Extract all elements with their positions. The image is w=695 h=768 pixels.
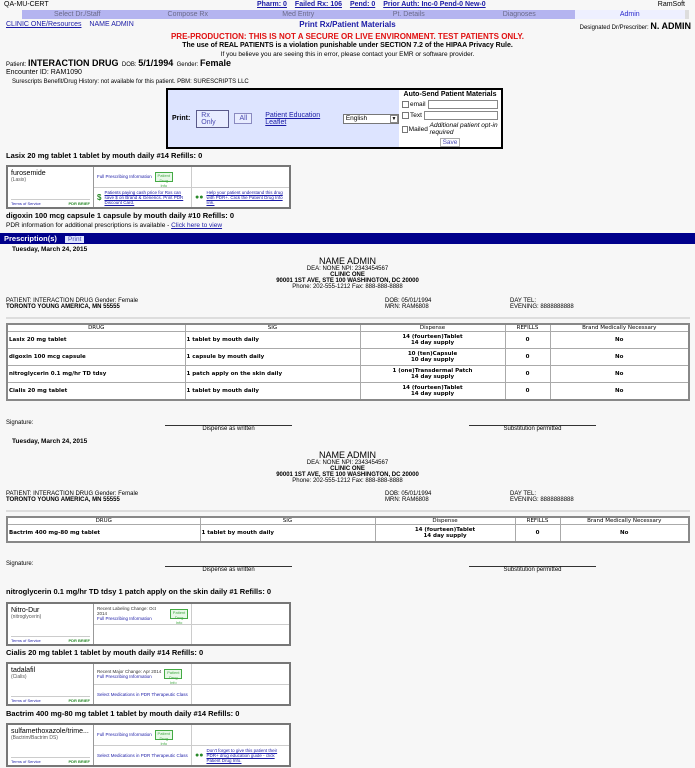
col-sig: SIG (200, 517, 375, 525)
rx-table (6, 516, 690, 543)
table-row (7, 366, 689, 383)
prescriber-address: 90001 1ST AVE, STE 100 WASHINGTON, DC 20000 (276, 472, 419, 478)
cell-refills: 0 (505, 383, 550, 400)
pdr-card (6, 602, 291, 646)
pdr-brand: (Lasix) (11, 177, 27, 183)
full-prescribing-link[interactable]: Full Prescribing Information (97, 174, 152, 180)
user-link[interactable]: NAME ADMIN (89, 21, 134, 28)
full-prescribing-link[interactable]: Full Prescribing Information (97, 673, 152, 679)
prescriber-phone-fax: Phone: 202-555-1212 Fax: 888-888-8888 (292, 478, 403, 484)
patient-dob: 5/1/1994 (138, 58, 174, 68)
language-value: English (345, 115, 368, 122)
prescriber-clinic: CLINIC ONE (330, 272, 365, 278)
pills-icon: ●● (195, 193, 204, 201)
col-dispense: Dispense (360, 324, 505, 332)
environment-label: QA-MU-CERT (4, 1, 49, 8)
terms-link[interactable]: Terms of Service (11, 201, 41, 206)
rx-patient-line1: PATIENT: INTERACTION DRUG Gender: Female (6, 298, 139, 304)
designated-label: Designated Dr/Prescriber: (579, 25, 649, 31)
col-refills: REFILLS (505, 324, 550, 332)
signature-label: Signature: (6, 420, 34, 426)
designated-prescriber (580, 21, 691, 31)
tab-diagnoses[interactable]: Diagnoses (502, 11, 536, 18)
therapeutic-class-link[interactable]: Select Medications in PDR Therapeutic Class (94, 685, 192, 705)
cell-drug: Bactrim 400 mg-80 mg tablet (7, 525, 200, 542)
pend-link[interactable]: Pend: 0 (349, 1, 376, 8)
text-checkbox[interactable] (402, 112, 409, 119)
rx-date: Tuesday, March 24, 2015 (12, 438, 88, 445)
labeling-change: Recent Labeling Change: Oct 2014 (97, 606, 157, 617)
language-select[interactable] (343, 114, 399, 124)
patient-education-leaflet-link[interactable]: Patient Education Leaflet (265, 111, 321, 126)
rx-headline: Cialis 20 mg tablet 1 tablet by mouth daily #14 Refills: 0 (6, 648, 204, 657)
pdr-note (6, 222, 222, 229)
rx-evening: EVENING: 8888888888 (510, 497, 574, 503)
signature-daw (165, 425, 292, 432)
col-brand: Brand Medically Necessary (550, 324, 689, 332)
cell-refills: 0 (505, 366, 550, 383)
pdr-brand: (Bactrim/Bactrim DS) (11, 735, 58, 741)
rx-date: Tuesday, March 24, 2015 (12, 246, 88, 253)
pdr-bottom1 (94, 625, 192, 645)
clinic-resources-link[interactable]: CLINIC ONE/Resources (6, 21, 82, 28)
pdr-brief-logo: PDR BRIEF (68, 638, 90, 643)
patient-drug-info-link[interactable]: Don't forget to give this patient their PDR+ drug education guide - click Patient Drug Info. (206, 747, 278, 763)
prescriber-name: NAME ADMIN (318, 450, 376, 460)
prescriber-name: NAME ADMIN (318, 256, 376, 266)
auto-send-panel (399, 90, 501, 147)
signature-label: Signature: (6, 561, 34, 567)
col-drug: DRUG (7, 324, 185, 332)
pdr-brand: (nitroglycerin) (11, 614, 42, 620)
cell-drug: Cialis 20 mg tablet (7, 383, 185, 400)
patient-drug-info-link[interactable]: Help your patient understand this drug with PDR+. Click the Patient Drug Info link. (206, 189, 283, 205)
page-title: Print Rx/Patient Materials (299, 20, 396, 29)
cell-sig: 1 tablet by mouth daily (185, 383, 360, 400)
major-change: Recent Major Change: Apr 2014 (97, 668, 162, 674)
cell-dispense: 14 (fourteen)Tablet 14 day supply (375, 525, 515, 542)
rx-dob-mrn (385, 491, 431, 503)
print-prescriptions-button[interactable]: Print (65, 236, 84, 243)
prescriber-block (0, 256, 695, 290)
signature-sub (469, 566, 596, 573)
col-brand: Brand Medically Necessary (560, 517, 689, 525)
pdr-bottom2 (192, 685, 289, 705)
therapeutic-class-link[interactable]: Select Medications in PDR Therapeutic Class (94, 746, 192, 766)
rx-patient-info (6, 491, 138, 503)
terms-link[interactable]: Terms of Service (11, 698, 41, 703)
auto-send-title: Auto-Send Patient Materials (403, 91, 497, 98)
pdr-brief-logo: PDR BRIEF (68, 698, 90, 703)
cell-dispense: 14 (fourteen)Tablet 14 day supply (360, 332, 505, 349)
patient-drug-info-icon[interactable]: Patient Drug Info (170, 609, 188, 619)
patient-drug-info-icon[interactable]: Patient Drug Info (155, 730, 173, 740)
mailed-label: Mailed (408, 125, 428, 133)
pdr-generic[interactable]: furosemide (11, 170, 46, 177)
warning-preproduction: PRE-PRODUCTION: THIS IS NOT A SECURE OR LIVE ENVIRONMENT. TEST PATIENTS ONLY. (170, 32, 525, 41)
terms-link[interactable]: Terms of Service (11, 638, 41, 643)
cell-refills: 0 (505, 349, 550, 366)
rx-table-header (7, 324, 689, 332)
pdr-generic[interactable]: sulfamethoxazole/trime... (11, 728, 89, 735)
cell-drug: nitroglycerin 0.1 mg/hr TD tdsy (7, 366, 185, 383)
warning-contact: If you believe you are seeing this in error, please contact your EMR or software provider. (220, 51, 475, 58)
status-counts (257, 1, 492, 8)
gender-label: Gender: (176, 62, 199, 68)
rx-headline: digoxin 100 mcg capsule 1 capsule by mouth daily #10 Refills: 0 (6, 211, 234, 220)
warning-hipaa: The use of REAL PATIENTS is a violation punishable under SECTION 7.2 of the HIPAA Privacy Rule. (182, 42, 513, 49)
sub-label: Substitution permitted (503, 567, 562, 573)
pdr-card (6, 723, 291, 767)
col-refills: REFILLS (515, 517, 560, 525)
mailed-checkbox[interactable] (402, 126, 408, 133)
table-row (7, 525, 689, 542)
main-tabs (22, 10, 689, 19)
brand-label: RamSoft (657, 1, 685, 8)
patient-gender: Female (199, 58, 231, 68)
col-drug: DRUG (7, 517, 200, 525)
cell-sig: 1 capsule by mouth daily (185, 349, 360, 366)
save-button[interactable]: Save (440, 138, 460, 147)
breadcrumb (6, 21, 140, 28)
patient-label: Patient: (6, 62, 27, 68)
pdr-brief-logo: PDR BRIEF (68, 201, 90, 206)
cell-sig: 1 tablet by mouth daily (185, 332, 360, 349)
cell-brand: No (550, 366, 689, 383)
pdr-brief-logo: PDR BRIEF (68, 759, 90, 764)
cell-brand: No (550, 349, 689, 366)
rx-phone (510, 491, 574, 503)
rx-mrn: MRN: RAM6808 (385, 304, 429, 310)
rx-day-tel: DAY TEL: (510, 298, 537, 304)
pdr-bottom2 (192, 625, 289, 645)
rx-patient-line2: TORONTO YOUNG AMERICA, MN 55555 (6, 304, 120, 310)
pdr-note-text: PDR information for additional prescriptions is available - (6, 222, 172, 229)
sub-label: Substitution permitted (503, 426, 562, 432)
email-checkbox[interactable] (402, 101, 409, 108)
terms-link[interactable]: Terms of Service (11, 759, 41, 764)
cell-sig: 1 tablet by mouth daily (200, 525, 375, 542)
designated-value: N. ADMIN (650, 21, 691, 31)
tab-select-dr-staff[interactable]: Select Dr./Staff (53, 11, 101, 18)
signature-sub (469, 425, 596, 432)
table-row (7, 349, 689, 366)
rx-dob: DOB: 05/01/1994 (385, 298, 432, 304)
prescriptions-title: Prescription(s) (4, 234, 57, 243)
pdr-card (6, 165, 291, 209)
cell-refills: 0 (505, 332, 550, 349)
pdr-card (6, 662, 291, 706)
divider (6, 317, 690, 319)
discount-card-link[interactable]: Patients paying cash price for Rxs can save $ on Brand & Generics. Print PDR Discount Card. (104, 189, 184, 205)
rx-table-header (7, 517, 689, 525)
print-panel (166, 88, 503, 149)
text-label: Text (410, 112, 422, 119)
patient-drug-info-icon[interactable]: Patient Drug Info (164, 669, 182, 679)
col-sig: SIG (185, 324, 360, 332)
patient-name: INTERACTION DRUG (28, 58, 119, 68)
rx-evening: EVENING: 8888888888 (510, 304, 574, 310)
rx-table (6, 323, 690, 401)
print-all-button[interactable]: All (234, 113, 252, 124)
cell-brand: No (550, 332, 689, 349)
top-status-bar (0, 0, 695, 10)
encounter-id: Encounter ID: RAM1090 (6, 69, 82, 76)
daw-label: Dispense as written (202, 426, 255, 432)
rx-day-tel: DAY TEL: (510, 491, 537, 497)
cell-refills: 0 (515, 525, 560, 542)
rx-dob-mrn (385, 298, 431, 310)
rx-dob: DOB: 05/01/1994 (385, 491, 432, 497)
chevron-down-icon: ▼ (391, 115, 397, 122)
cell-dispense: 14 (fourteen)Tablet 14 day supply (360, 383, 505, 400)
full-prescribing-link[interactable]: Full Prescribing Information (97, 732, 152, 738)
print-label: Print: (172, 115, 191, 122)
rx-patient-info (6, 298, 138, 310)
table-row (7, 383, 689, 400)
tab-admin[interactable]: Admin (575, 10, 690, 19)
surescripts-info: Surescripts Benefit/Drug History: not available for this patient. PBM: SURESCRIPTS LLC (12, 79, 249, 85)
rx-phone (510, 298, 574, 310)
dollar-icon: $ (97, 192, 102, 202)
prescriber-phone-fax: Phone: 202-555-1212 Fax: 888-888-8888 (292, 284, 403, 290)
cell-brand: No (560, 525, 689, 542)
prescriber-clinic: CLINIC ONE (330, 466, 365, 472)
click-here-to-view-link[interactable]: Click here to view (171, 222, 223, 229)
rx-patient-line2: TORONTO YOUNG AMERICA, MN 55555 (6, 497, 120, 503)
prescriber-dea-npi: DEA: NONE NPI: 2343454567 (306, 266, 389, 272)
cell-drug: digoxin 100 mcg capsule (7, 349, 185, 366)
patient-banner (6, 58, 231, 68)
prescriber-address: 90001 1ST AVE, STE 100 WASHINGTON, DC 20000 (276, 278, 419, 284)
rx-mrn: MRN: RAM6808 (385, 497, 429, 503)
table-row (7, 332, 689, 349)
full-prescribing-link[interactable]: Full Prescribing Information (97, 616, 152, 622)
pdr-generic[interactable]: Nitro-Dur (11, 607, 40, 614)
tab-pt-details[interactable]: Pt. Details (392, 11, 425, 18)
cell-drug: Lasix 20 mg tablet (7, 332, 185, 349)
pharm-count-link[interactable]: Pharm: 0 (257, 1, 287, 8)
rx-patient-line1: PATIENT: INTERACTION DRUG Gender: Female (6, 491, 139, 497)
pills-icon: ●● (195, 751, 204, 759)
text-input[interactable] (424, 111, 498, 120)
patient-drug-info-icon[interactable]: Patient Drug Info (155, 172, 173, 182)
prescriptions-bar (0, 233, 695, 244)
failed-rx-link[interactable]: Failed Rx: 106 (294, 1, 342, 8)
cell-dispense: 1 (one)Transdermal Patch 14 day supply (360, 366, 505, 383)
rx-headline: nitroglycerin 0.1 mg/hr TD tdsy 1 patch apply on the skin daily #1 Refills: 0 (6, 587, 272, 596)
prescriber-dea-npi: DEA: NONE NPI: 2343454567 (306, 460, 389, 466)
pdr-brand: (Cialis) (11, 674, 27, 680)
rx-only-button[interactable]: Rx Only (196, 110, 229, 128)
cell-brand: No (550, 383, 689, 400)
cell-dispense: 10 (ten)Capsule 10 day supply (360, 349, 505, 366)
divider (6, 510, 690, 512)
rx-headline: Lasix 20 mg tablet 1 tablet by mouth daily #14 Refills: 0 (6, 151, 203, 160)
col-dispense: Dispense (375, 517, 515, 525)
daw-label: Dispense as written (202, 567, 255, 573)
pdr-generic[interactable]: tadalafil (11, 667, 36, 674)
prescriber-block (0, 450, 695, 484)
signature-daw (165, 566, 292, 573)
dob-label: DOB: (121, 62, 137, 68)
mailed-note: Additional patient opt-in required (429, 122, 498, 136)
prior-auth-link[interactable]: Prior Auth: Inc-0 Pend-0 New-0 (383, 1, 486, 8)
tab-compose-rx[interactable]: Compose Rx (167, 11, 208, 18)
tab-med-entry[interactable]: Med Entry (282, 11, 315, 18)
email-input[interactable] (428, 100, 498, 109)
email-label: email (410, 101, 426, 108)
cell-sig: 1 patch apply on the skin daily (185, 366, 360, 383)
rx-headline: Bactrim 400 mg-80 mg tablet 1 tablet by mouth daily #14 Refills: 0 (6, 709, 240, 718)
